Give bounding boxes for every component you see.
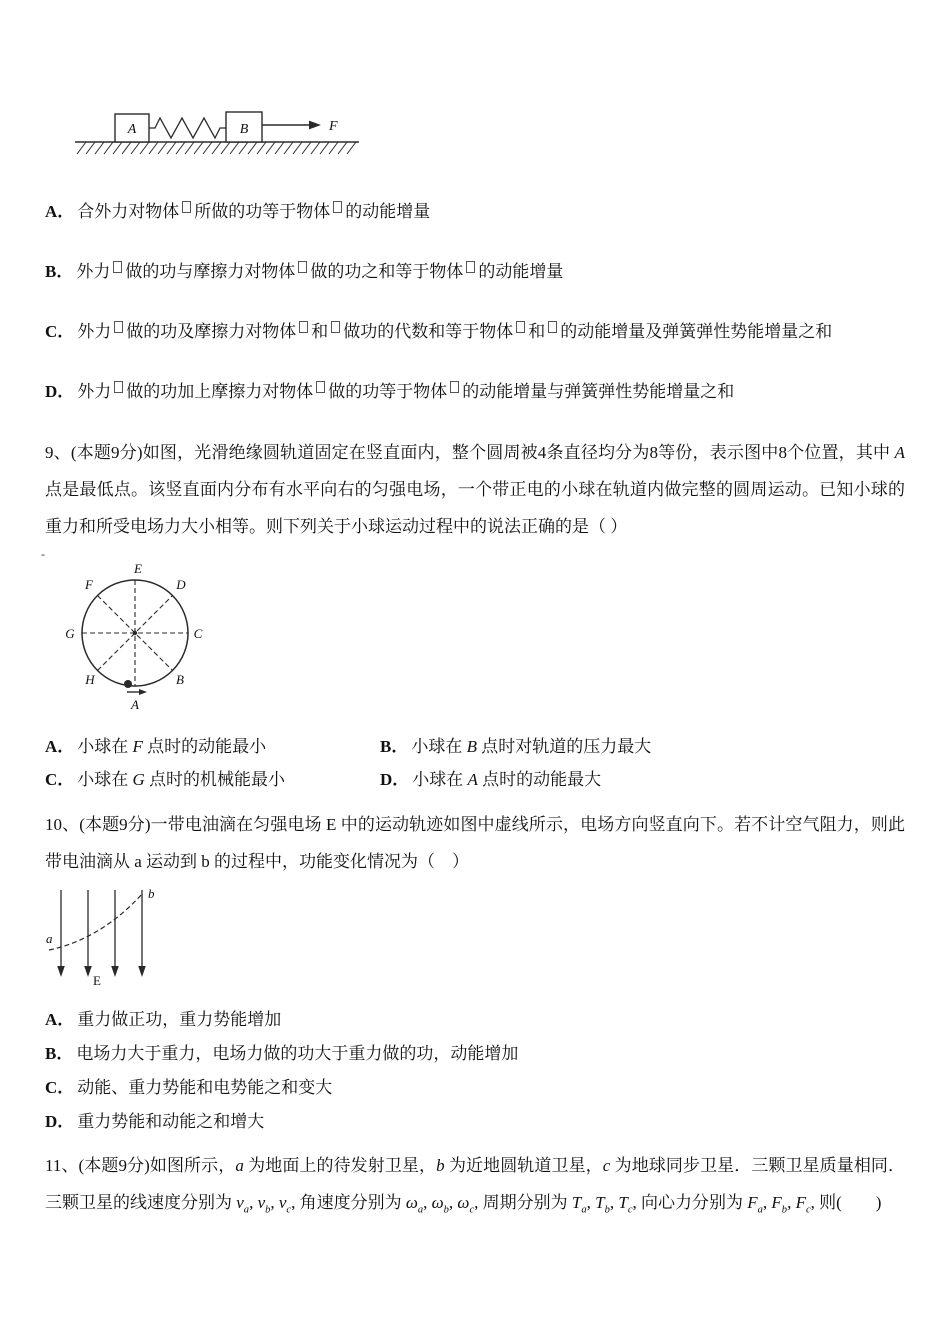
option-text: 小球在 F 点时的动能最小: [77, 737, 267, 756]
force-arrowhead: [309, 121, 321, 130]
trajectory-curve: [49, 893, 143, 950]
ground-hatching: [77, 142, 356, 154]
option-label: B．: [45, 1044, 74, 1063]
block-b-label: B: [239, 122, 249, 137]
figure-field-lines: [45, 886, 905, 993]
option-row-b: [380, 730, 905, 763]
option-row-d: [45, 1105, 905, 1139]
field-arrowheads: [57, 966, 146, 977]
spring-blocks-diagram: [73, 95, 373, 163]
option-label: B．: [45, 262, 74, 281]
option-label: A．: [45, 1010, 75, 1029]
field-lines-diagram: [45, 886, 170, 988]
option-text: 小球在 G 点时的机械能最小: [77, 770, 286, 789]
question8-options: [45, 194, 905, 410]
direction-arrowhead: [139, 689, 147, 695]
force-f-label: F: [329, 119, 338, 134]
question9-options: [45, 730, 905, 796]
point-f-label: F: [85, 577, 93, 592]
question10-stem: 10、(本题9分)一带电油滴在匀强电场 E 中的运动轨迹如图中虚线所示，电场方向竖直向下。若不计空气阻力，则此带电油滴从 a 运动到 b 的过程中，功能变化情况为（ ）: [45, 815, 905, 871]
figure-spring-blocks: [73, 95, 905, 168]
point-h-label: H: [85, 672, 95, 687]
option-text: 外力 做的功加上摩擦力对物体 做的功等于物体 的动能增量与弹簧弹性势能增量之和: [77, 382, 735, 401]
label-a: a: [46, 931, 53, 946]
option-label: D．: [380, 770, 410, 789]
option-text: 电场力大于重力，电场力做的功大于重力做的功，动能增加: [76, 1044, 519, 1063]
option-row-a: [45, 730, 380, 763]
option-label: C．: [45, 322, 75, 341]
option-row-b: [45, 254, 905, 290]
point-b-label: B: [176, 672, 184, 687]
center-dot: [133, 631, 137, 635]
option-text: 重力做正功，重力势能增加: [77, 1010, 282, 1029]
option-text: 小球在 B 点时对轨道的压力最大: [411, 737, 652, 756]
option-label: C．: [45, 1078, 75, 1097]
point-labels: [65, 561, 202, 712]
question10-options: [45, 1003, 905, 1139]
option-label: B．: [380, 737, 409, 756]
point-d-label: D: [176, 577, 186, 592]
option-row-a: [45, 1003, 905, 1037]
point-c-label: C: [193, 626, 203, 641]
option-text: 外力 做的功与摩擦力对物体 做的功之和等于物体 的动能增量: [76, 262, 564, 281]
option-text: 小球在 A 点时的动能最大: [412, 770, 602, 789]
point-a-label: A: [131, 697, 139, 712]
option-text: 动能、重力势能和电势能之和变大: [77, 1078, 333, 1097]
option-label: C．: [45, 770, 75, 789]
block-a-label: A: [127, 122, 137, 137]
option-row-a: [45, 194, 905, 230]
option-label: D．: [45, 1112, 75, 1131]
point-e-label: E: [134, 561, 142, 576]
stray-mark: ‐: [41, 547, 45, 561]
option-row-c: [45, 763, 380, 796]
question11-stem: 11、(本题9分)如图所示，a 为地面上的待发射卫星，b 为近地圆轨道卫星，c 为地球同步卫星．三颗卫星质量相同．三颗卫星的线速度分别为 $v_a$, $v_b$, $v_c$, 角速度分别为 $\omega_a$, $\omega_b$, $\omega_c$, 周期分别为 $T_a$, $T_b$, $T_c$, 向心力分别为 $F_a$, $F_b$, $F_c$, 则( ): [45, 1156, 906, 1216]
option-row-d: [45, 374, 905, 410]
option-text: 外力 做的功及摩擦力对物体 和 做功的代数和等于物体 和 的动能增量及弹簧弹性势能增量之和: [77, 322, 833, 341]
option-label: D．: [45, 382, 75, 401]
figure-circle-track: [41, 547, 905, 724]
label-b: b: [148, 886, 155, 901]
option-text: 合外力对物体 所做的功等于物体 的动能增量: [77, 202, 431, 221]
point-g-label: G: [65, 626, 75, 641]
option-row-b: [45, 1037, 905, 1071]
option-label: A．: [45, 737, 75, 756]
option-label: A．: [45, 202, 75, 221]
ball-marker: [124, 680, 132, 688]
option-text: 重力势能和动能之和增大: [77, 1112, 265, 1131]
spring: [149, 118, 226, 138]
circle-track-diagram: [47, 551, 222, 719]
option-row-c: [45, 314, 905, 350]
option-row-d: [380, 763, 905, 796]
label-e: E: [93, 973, 101, 988]
option-row-c: [45, 1071, 905, 1105]
question9-stem: 9、(本题9分)如图，光滑绝缘圆轨道固定在竖直面内，整个圆周被4条直径均分为8等份，表示图中8个位置，其中 A 点是最低点。该竖直面内分布有水平向右的匀强电场，一个带正电的小球在轨道内做完整的圆周运动。已知小球的重力和所受电场力大小相等。则下列关于小球运动过程中的说法正确的是（ ）: [45, 443, 905, 536]
